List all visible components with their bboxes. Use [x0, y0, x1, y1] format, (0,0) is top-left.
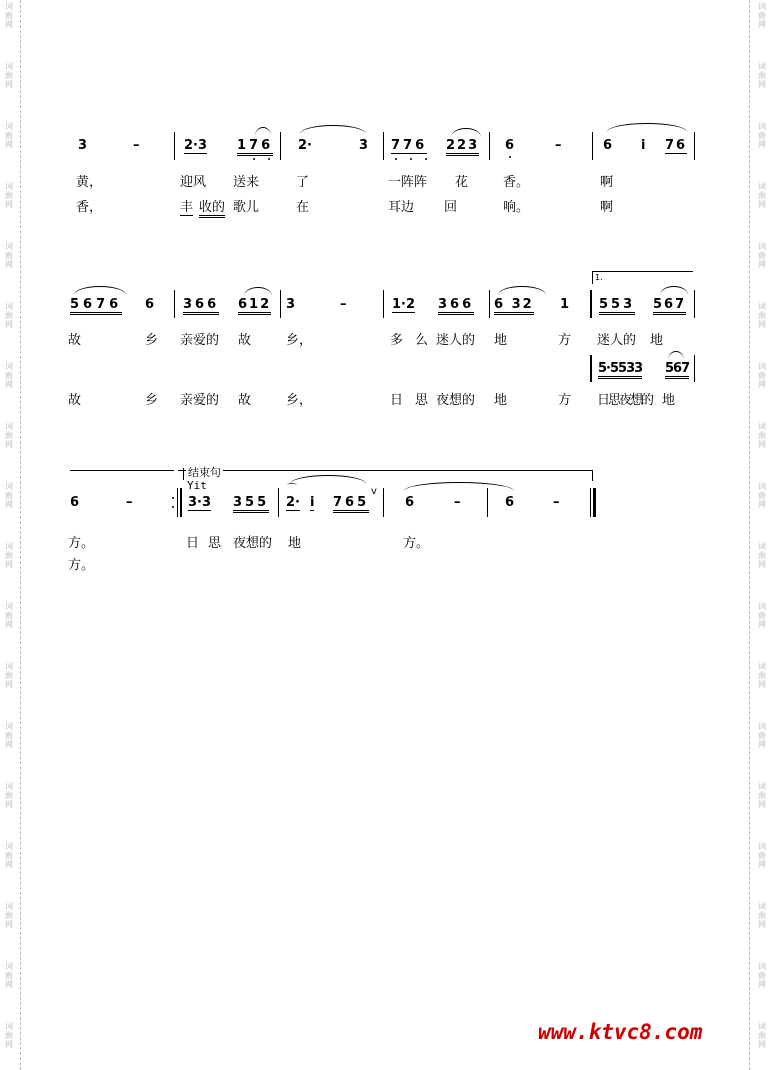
barline	[694, 290, 695, 318]
watermark-text: 词 曲 网	[758, 602, 766, 629]
watermark-text: 词 曲 网	[5, 722, 13, 749]
note: 2·	[298, 138, 312, 153]
tie	[404, 482, 514, 491]
dash: –	[553, 495, 560, 510]
lyric: 地	[662, 393, 676, 408]
watermark-text: 词 曲 网	[5, 542, 13, 569]
watermark-text: 词 曲 网	[758, 182, 766, 209]
lyric: 方。	[403, 536, 430, 551]
note: 3	[78, 138, 88, 153]
volta-bracket	[70, 470, 174, 471]
lower-octave-dot	[268, 158, 270, 160]
volta-number: 1.	[595, 273, 603, 282]
watermark-text: 词 曲 网	[758, 542, 766, 569]
ending-marker: Yit	[187, 479, 207, 492]
lyric: 故	[68, 393, 82, 408]
note: 1	[560, 297, 570, 312]
lower-octave-dot	[509, 156, 511, 158]
note: 2·	[286, 495, 300, 510]
dash: –	[133, 138, 140, 153]
lyric: 方	[558, 333, 572, 348]
final-barline	[593, 488, 596, 517]
lyric: 收的	[199, 200, 225, 218]
note: 3	[359, 138, 369, 153]
watermark-text: 词 曲 网	[5, 302, 13, 329]
note-group: 776	[391, 138, 428, 153]
note: 6	[405, 495, 415, 510]
lyric: 了	[296, 175, 310, 190]
lower-octave-dot	[410, 158, 412, 160]
barline	[280, 132, 281, 160]
lyric: 送来	[233, 175, 260, 190]
note-group: 553	[599, 298, 635, 315]
barline	[174, 290, 175, 318]
watermark-text: 词 曲 网	[5, 242, 13, 269]
lyric: 亲爱的	[180, 333, 220, 348]
note: 2·3	[184, 138, 208, 153]
barline	[489, 132, 490, 160]
final-barline	[590, 488, 591, 517]
barline	[590, 290, 592, 318]
note: 6	[70, 495, 80, 510]
ending-bracket	[178, 470, 593, 481]
lyric: 一阵阵	[388, 175, 428, 190]
watermark-text: 词 曲 网	[758, 1022, 766, 1049]
barline	[694, 132, 695, 160]
barline	[590, 355, 592, 382]
lyric: 故	[238, 393, 252, 408]
note-group: 176	[237, 139, 273, 156]
lyric: 地	[494, 333, 508, 348]
note: 3·3	[188, 495, 212, 510]
lyric: 乡，	[286, 333, 313, 348]
slur	[451, 128, 481, 137]
note-group: 5676	[70, 298, 122, 315]
dash: –	[126, 495, 133, 510]
watermark-text: 词 曲 网	[758, 62, 766, 89]
repeat-barline	[177, 488, 178, 517]
slur	[74, 286, 126, 295]
watermark-text: 词 曲 网	[5, 482, 13, 509]
repeat-dot	[172, 506, 174, 508]
lyric: 日	[186, 536, 200, 551]
fermata-icon: ⌒	[287, 484, 297, 495]
lyric: 夜想的	[233, 536, 273, 551]
watermark-text: 词 曲 网	[758, 242, 766, 269]
note: 1·2	[392, 297, 416, 312]
lyric: 花	[455, 175, 469, 190]
watermark-text: 词 曲 网	[758, 302, 766, 329]
watermark-text: 词 曲 网	[758, 782, 766, 809]
lyric: 迷人的	[597, 333, 637, 348]
lyric: 乡	[145, 393, 159, 408]
lyric: 啊	[600, 175, 614, 190]
lyric: 亲爱的	[180, 393, 220, 408]
repeat-barline	[180, 488, 182, 517]
lyric: 方。	[68, 536, 95, 551]
lyric: 方	[558, 393, 572, 408]
lyric: 地	[494, 393, 508, 408]
slur	[244, 287, 272, 296]
note-group: 223	[446, 139, 479, 156]
note-group: 765	[333, 496, 369, 513]
barline	[278, 488, 279, 517]
note-group: 5·5533	[598, 362, 642, 379]
barline	[174, 132, 175, 160]
barline	[383, 290, 384, 318]
barline	[383, 132, 384, 160]
watermark-text: 词 曲 网	[758, 722, 766, 749]
note: i	[641, 138, 646, 153]
lyric: 乡，	[286, 393, 313, 408]
watermark-text: 词 曲 网	[5, 182, 13, 209]
note: 6	[145, 297, 155, 312]
note: 3	[286, 297, 296, 312]
watermark-text: 词 曲 网	[758, 122, 766, 149]
watermark-text: 词 曲 网	[5, 662, 13, 689]
lyric: 故	[68, 333, 82, 348]
dash: –	[555, 138, 562, 153]
barline	[489, 290, 490, 318]
slur	[607, 123, 687, 132]
volta-bracket	[592, 271, 693, 284]
watermark-text: 词 曲 网	[5, 362, 13, 389]
lower-octave-dot	[253, 158, 255, 160]
note-group: 567	[665, 362, 689, 379]
lower-octave-dot	[425, 158, 427, 160]
breath-mark: v	[371, 486, 377, 497]
lyric: 地	[650, 333, 664, 348]
slur	[660, 286, 688, 295]
watermark-text: 词 曲 网	[758, 662, 766, 689]
watermark-text: 词 曲 网	[5, 902, 13, 929]
watermark-text: 词 曲 网	[5, 782, 13, 809]
lyric: 地	[288, 536, 302, 551]
watermark-text: 词 曲 网	[758, 362, 766, 389]
watermark-text: 词 曲 网	[5, 842, 13, 869]
lyric: 故	[238, 333, 252, 348]
note: 6	[603, 138, 613, 153]
barline	[383, 488, 384, 517]
slur	[498, 286, 546, 295]
lyric: 日	[390, 393, 404, 408]
note: i	[310, 495, 315, 510]
watermark-text: 词 曲 网	[758, 2, 766, 29]
barline	[592, 132, 593, 160]
lyric: 思	[415, 393, 429, 408]
lyric: 夜想的	[436, 393, 476, 408]
watermark-text: 词 曲 网	[758, 902, 766, 929]
note-group: 366	[438, 298, 474, 315]
lyric: 迎风	[180, 175, 207, 190]
watermark-text: 词 曲 网	[5, 2, 13, 29]
lyric: 乡	[145, 333, 159, 348]
left-watermark-strip	[0, 0, 21, 1070]
lyric: 多	[390, 333, 404, 348]
lyric: 迷人的	[436, 333, 476, 348]
watermark-text: 词 曲 网	[5, 62, 13, 89]
lyric: 思	[208, 536, 222, 551]
right-watermark-strip	[749, 0, 770, 1070]
lyric: 香。	[503, 175, 530, 190]
note-group: 612	[238, 298, 271, 315]
watermark-text: 词 曲 网	[758, 962, 766, 989]
note-group: 355	[233, 496, 269, 513]
dash: –	[454, 495, 461, 510]
watermark-text: 词 曲 网	[758, 422, 766, 449]
note-group: 567	[653, 298, 686, 315]
tie	[300, 125, 366, 134]
watermark-text: 词 曲 网	[758, 842, 766, 869]
slur	[255, 127, 271, 136]
watermark-text: 词 曲 网	[5, 122, 13, 149]
watermark-text: 词 曲 网	[5, 602, 13, 629]
lyric: 响。	[503, 200, 530, 215]
barline	[694, 355, 695, 382]
lyric: 回	[444, 200, 458, 215]
note-group: 366	[183, 298, 219, 315]
note-group: 6 32	[494, 298, 534, 315]
lyric: 香，	[76, 200, 103, 215]
ending-label: 结束句	[188, 466, 221, 479]
lyric: 丰	[180, 200, 194, 215]
repeat-dot	[172, 497, 174, 499]
lyric: 黄，	[76, 175, 103, 190]
slur	[668, 351, 684, 360]
lyric: 在	[296, 200, 310, 215]
watermark-text: 词 曲 网	[5, 962, 13, 989]
watermark-text: 词 曲 网	[5, 1022, 13, 1049]
lyric: 么	[415, 333, 429, 348]
barline	[487, 488, 488, 517]
lyric: 啊	[600, 200, 614, 215]
note-group: 76	[665, 138, 688, 153]
dash: –	[340, 297, 347, 312]
lyric: 耳边	[388, 200, 415, 215]
note: 6	[505, 495, 515, 510]
lyric: 日思夜想的	[597, 393, 653, 408]
note: 6	[505, 138, 515, 153]
lyric: 歌儿	[233, 200, 260, 215]
lyric: 方。	[68, 558, 95, 573]
site-logo: www.ktvc8.com	[538, 1020, 703, 1044]
ending-bracket-tick	[183, 468, 184, 480]
watermark-text: 词 曲 网	[758, 482, 766, 509]
watermark-text: 词 曲 网	[5, 422, 13, 449]
lower-octave-dot	[395, 158, 397, 160]
barline	[280, 290, 281, 318]
